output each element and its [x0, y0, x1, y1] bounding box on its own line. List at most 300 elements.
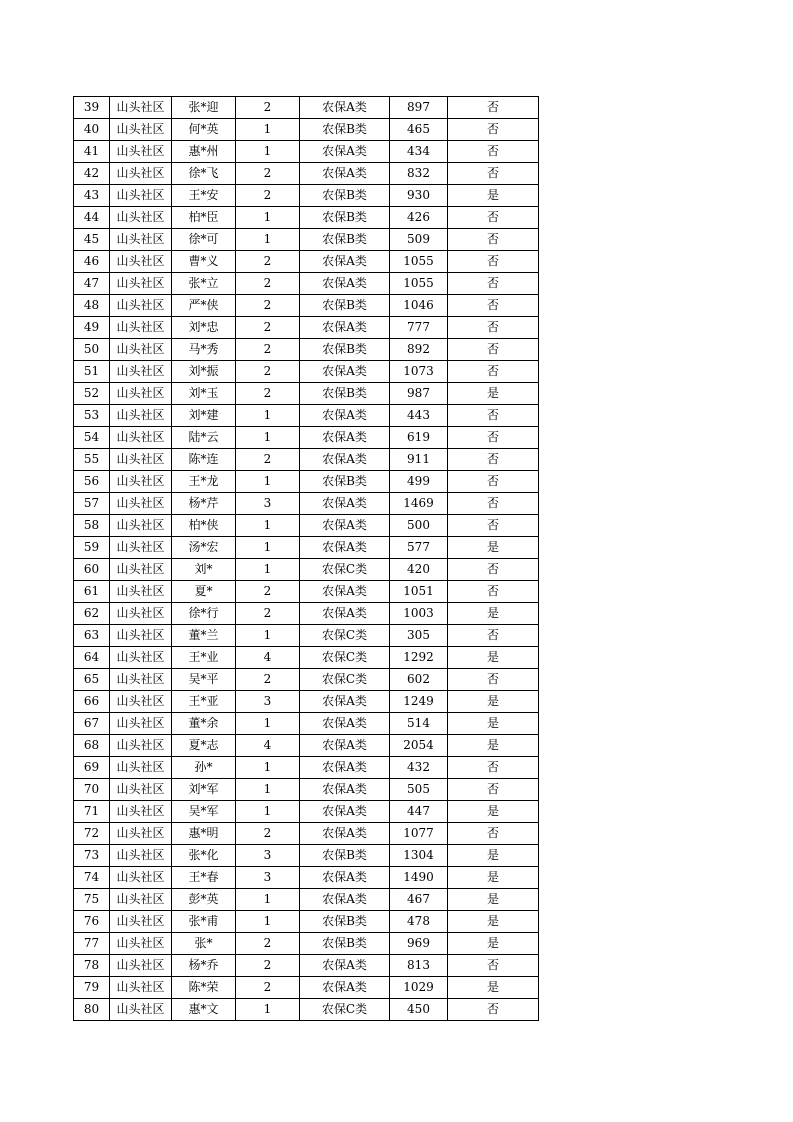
community-cell: 山头社区 [110, 537, 172, 559]
amount-cell: 465 [390, 119, 448, 141]
insurance-type-cell: 农保A类 [300, 273, 390, 295]
community-cell: 山头社区 [110, 845, 172, 867]
count-cell: 1 [236, 229, 300, 251]
community-cell: 山头社区 [110, 361, 172, 383]
community-cell: 山头社区 [110, 427, 172, 449]
count-cell: 3 [236, 845, 300, 867]
table-row [74, 669, 539, 691]
count-cell: 1 [236, 559, 300, 581]
community-cell: 山头社区 [110, 515, 172, 537]
insurance-type-cell: 农保B类 [300, 471, 390, 493]
flag-cell: 是 [448, 537, 539, 559]
insurance-type-cell: 农保B类 [300, 119, 390, 141]
row-number-cell: 76 [74, 911, 110, 933]
amount-cell: 987 [390, 383, 448, 405]
count-cell: 2 [236, 163, 300, 185]
name-cell: 杨*芹 [172, 493, 236, 515]
amount-cell: 1490 [390, 867, 448, 889]
flag-cell: 否 [448, 339, 539, 361]
community-cell: 山头社区 [110, 801, 172, 823]
insurance-type-cell: 农保B类 [300, 185, 390, 207]
insurance-type-cell: 农保A类 [300, 163, 390, 185]
name-cell: 夏*志 [172, 735, 236, 757]
insurance-type-cell: 农保A类 [300, 603, 390, 625]
flag-cell: 是 [448, 867, 539, 889]
community-cell: 山头社区 [110, 119, 172, 141]
insurance-type-cell: 农保A类 [300, 581, 390, 603]
community-cell: 山头社区 [110, 889, 172, 911]
count-cell: 3 [236, 867, 300, 889]
name-cell: 刘*忠 [172, 317, 236, 339]
count-cell: 2 [236, 603, 300, 625]
count-cell: 1 [236, 141, 300, 163]
row-number-cell: 59 [74, 537, 110, 559]
amount-cell: 467 [390, 889, 448, 911]
amount-cell: 505 [390, 779, 448, 801]
row-number-cell: 74 [74, 867, 110, 889]
row-number-cell: 55 [74, 449, 110, 471]
row-number-cell: 63 [74, 625, 110, 647]
name-cell: 董*兰 [172, 625, 236, 647]
amount-cell: 1073 [390, 361, 448, 383]
count-cell: 2 [236, 449, 300, 471]
insurance-type-cell: 农保B类 [300, 933, 390, 955]
row-number-cell: 41 [74, 141, 110, 163]
count-cell: 2 [236, 251, 300, 273]
insurance-type-cell: 农保A类 [300, 867, 390, 889]
row-number-cell: 53 [74, 405, 110, 427]
row-number-cell: 77 [74, 933, 110, 955]
name-cell: 刘* [172, 559, 236, 581]
count-cell: 3 [236, 493, 300, 515]
community-cell: 山头社区 [110, 581, 172, 603]
amount-cell: 892 [390, 339, 448, 361]
flag-cell: 是 [448, 185, 539, 207]
insurance-type-cell: 农保B类 [300, 339, 390, 361]
community-cell: 山头社区 [110, 691, 172, 713]
flag-cell: 否 [448, 779, 539, 801]
table-row [74, 713, 539, 735]
row-number-cell: 62 [74, 603, 110, 625]
flag-cell: 否 [448, 251, 539, 273]
count-cell: 2 [236, 273, 300, 295]
amount-cell: 1292 [390, 647, 448, 669]
community-cell: 山头社区 [110, 163, 172, 185]
flag-cell: 否 [448, 405, 539, 427]
count-cell: 2 [236, 295, 300, 317]
insurance-type-cell: 农保A类 [300, 493, 390, 515]
community-cell: 山头社区 [110, 559, 172, 581]
name-cell: 惠*文 [172, 999, 236, 1021]
row-number-cell: 60 [74, 559, 110, 581]
row-number-cell: 71 [74, 801, 110, 823]
amount-cell: 969 [390, 933, 448, 955]
row-number-cell: 48 [74, 295, 110, 317]
count-cell: 1 [236, 405, 300, 427]
flag-cell: 否 [448, 757, 539, 779]
table-row [74, 449, 539, 471]
amount-cell: 1051 [390, 581, 448, 603]
count-cell: 2 [236, 383, 300, 405]
table-row [74, 889, 539, 911]
name-cell: 陈*荣 [172, 977, 236, 999]
name-cell: 孙* [172, 757, 236, 779]
count-cell: 1 [236, 515, 300, 537]
flag-cell: 否 [448, 493, 539, 515]
table-row [74, 229, 539, 251]
count-cell: 2 [236, 823, 300, 845]
community-cell: 山头社区 [110, 317, 172, 339]
amount-cell: 813 [390, 955, 448, 977]
flag-cell: 否 [448, 823, 539, 845]
row-number-cell: 40 [74, 119, 110, 141]
insurance-type-cell: 农保A类 [300, 691, 390, 713]
flag-cell: 是 [448, 801, 539, 823]
name-cell: 王*安 [172, 185, 236, 207]
community-cell: 山头社区 [110, 251, 172, 273]
insurance-type-cell: 农保A类 [300, 141, 390, 163]
amount-cell: 499 [390, 471, 448, 493]
table-row [74, 757, 539, 779]
amount-cell: 1304 [390, 845, 448, 867]
flag-cell: 是 [448, 845, 539, 867]
insurance-type-cell: 农保A类 [300, 515, 390, 537]
flag-cell: 是 [448, 713, 539, 735]
community-cell: 山头社区 [110, 471, 172, 493]
insurance-type-cell: 农保C类 [300, 625, 390, 647]
insurance-type-cell: 农保B类 [300, 229, 390, 251]
table-row [74, 427, 539, 449]
row-number-cell: 67 [74, 713, 110, 735]
amount-cell: 1077 [390, 823, 448, 845]
amount-cell: 443 [390, 405, 448, 427]
flag-cell: 是 [448, 603, 539, 625]
row-number-cell: 68 [74, 735, 110, 757]
insurance-type-cell: 农保B类 [300, 911, 390, 933]
community-cell: 山头社区 [110, 185, 172, 207]
amount-cell: 1469 [390, 493, 448, 515]
flag-cell: 否 [448, 471, 539, 493]
flag-cell: 否 [448, 207, 539, 229]
row-number-cell: 61 [74, 581, 110, 603]
name-cell: 刘*建 [172, 405, 236, 427]
count-cell: 1 [236, 625, 300, 647]
flag-cell: 否 [448, 317, 539, 339]
table-row [74, 647, 539, 669]
insurance-type-cell: 农保A类 [300, 317, 390, 339]
table-row [74, 273, 539, 295]
row-number-cell: 46 [74, 251, 110, 273]
count-cell: 2 [236, 955, 300, 977]
insurance-type-cell: 农保A类 [300, 449, 390, 471]
count-cell: 2 [236, 669, 300, 691]
count-cell: 1 [236, 207, 300, 229]
table-row [74, 141, 539, 163]
amount-cell: 434 [390, 141, 448, 163]
name-cell: 吴*军 [172, 801, 236, 823]
row-number-cell: 52 [74, 383, 110, 405]
amount-cell: 897 [390, 97, 448, 119]
insurance-type-cell: 农保B类 [300, 207, 390, 229]
count-cell: 1 [236, 757, 300, 779]
amount-cell: 450 [390, 999, 448, 1021]
table-row [74, 537, 539, 559]
insurance-type-cell: 农保A类 [300, 757, 390, 779]
name-cell: 柏*侠 [172, 515, 236, 537]
amount-cell: 2054 [390, 735, 448, 757]
community-cell: 山头社区 [110, 625, 172, 647]
table-row [74, 559, 539, 581]
name-cell: 王*亚 [172, 691, 236, 713]
flag-cell: 是 [448, 911, 539, 933]
insurance-type-cell: 农保C类 [300, 647, 390, 669]
amount-cell: 305 [390, 625, 448, 647]
flag-cell: 否 [448, 295, 539, 317]
insurance-type-cell: 农保A类 [300, 251, 390, 273]
row-number-cell: 44 [74, 207, 110, 229]
name-cell: 徐*可 [172, 229, 236, 251]
name-cell: 陈*连 [172, 449, 236, 471]
name-cell: 徐*飞 [172, 163, 236, 185]
count-cell: 2 [236, 581, 300, 603]
amount-cell: 478 [390, 911, 448, 933]
name-cell: 曹*义 [172, 251, 236, 273]
insurance-type-cell: 农保C类 [300, 669, 390, 691]
community-cell: 山头社区 [110, 999, 172, 1021]
flag-cell: 是 [448, 889, 539, 911]
community-cell: 山头社区 [110, 955, 172, 977]
flag-cell: 否 [448, 97, 539, 119]
row-number-cell: 78 [74, 955, 110, 977]
name-cell: 彭*英 [172, 889, 236, 911]
flag-cell: 否 [448, 273, 539, 295]
table-row [74, 845, 539, 867]
table-row [74, 691, 539, 713]
table-row [74, 361, 539, 383]
insurance-type-cell: 农保B类 [300, 845, 390, 867]
flag-cell: 是 [448, 735, 539, 757]
community-cell: 山头社区 [110, 383, 172, 405]
count-cell: 2 [236, 339, 300, 361]
insurance-type-cell: 农保A类 [300, 801, 390, 823]
insurance-type-cell: 农保A类 [300, 735, 390, 757]
insurance-type-cell: 农保A类 [300, 537, 390, 559]
insurance-type-cell: 农保A类 [300, 713, 390, 735]
community-cell: 山头社区 [110, 449, 172, 471]
amount-cell: 420 [390, 559, 448, 581]
insurance-type-cell: 农保B类 [300, 295, 390, 317]
flag-cell: 否 [448, 515, 539, 537]
flag-cell: 否 [448, 163, 539, 185]
amount-cell: 1003 [390, 603, 448, 625]
amount-cell: 514 [390, 713, 448, 735]
table-row [74, 625, 539, 647]
table-row [74, 317, 539, 339]
row-number-cell: 69 [74, 757, 110, 779]
table-row [74, 163, 539, 185]
community-cell: 山头社区 [110, 207, 172, 229]
table-row [74, 251, 539, 273]
amount-cell: 602 [390, 669, 448, 691]
count-cell: 2 [236, 185, 300, 207]
flag-cell: 否 [448, 119, 539, 141]
row-number-cell: 72 [74, 823, 110, 845]
community-cell: 山头社区 [110, 493, 172, 515]
amount-cell: 1055 [390, 251, 448, 273]
name-cell: 董*余 [172, 713, 236, 735]
community-cell: 山头社区 [110, 757, 172, 779]
name-cell: 柏*臣 [172, 207, 236, 229]
flag-cell: 是 [448, 383, 539, 405]
name-cell: 马*秀 [172, 339, 236, 361]
name-cell: 严*侠 [172, 295, 236, 317]
community-cell: 山头社区 [110, 977, 172, 999]
table-row [74, 801, 539, 823]
community-cell: 山头社区 [110, 141, 172, 163]
amount-cell: 911 [390, 449, 448, 471]
table-row [74, 867, 539, 889]
amount-cell: 1046 [390, 295, 448, 317]
name-cell: 刘*军 [172, 779, 236, 801]
row-number-cell: 43 [74, 185, 110, 207]
amount-cell: 577 [390, 537, 448, 559]
flag-cell: 否 [448, 581, 539, 603]
row-number-cell: 79 [74, 977, 110, 999]
table-row [74, 471, 539, 493]
count-cell: 2 [236, 317, 300, 339]
insurance-type-cell: 农保A类 [300, 361, 390, 383]
row-number-cell: 47 [74, 273, 110, 295]
flag-cell: 否 [448, 141, 539, 163]
table-row [74, 383, 539, 405]
count-cell: 2 [236, 361, 300, 383]
table-row [74, 779, 539, 801]
community-cell: 山头社区 [110, 911, 172, 933]
amount-cell: 777 [390, 317, 448, 339]
table-row [74, 581, 539, 603]
name-cell: 何*英 [172, 119, 236, 141]
amount-cell: 1055 [390, 273, 448, 295]
table-row [74, 97, 539, 119]
amount-cell: 447 [390, 801, 448, 823]
count-cell: 1 [236, 537, 300, 559]
community-cell: 山头社区 [110, 97, 172, 119]
name-cell: 吴*平 [172, 669, 236, 691]
table-row [74, 911, 539, 933]
amount-cell: 509 [390, 229, 448, 251]
insurance-type-cell: 农保A类 [300, 427, 390, 449]
amount-cell: 832 [390, 163, 448, 185]
count-cell: 3 [236, 691, 300, 713]
table-row [74, 933, 539, 955]
community-cell: 山头社区 [110, 669, 172, 691]
community-cell: 山头社区 [110, 229, 172, 251]
table-row [74, 515, 539, 537]
count-cell: 1 [236, 713, 300, 735]
table-row [74, 339, 539, 361]
count-cell: 1 [236, 801, 300, 823]
table-row [74, 955, 539, 977]
table-body [74, 97, 539, 1021]
name-cell: 张*甫 [172, 911, 236, 933]
insurance-type-cell: 农保A类 [300, 955, 390, 977]
name-cell: 王*业 [172, 647, 236, 669]
table-row [74, 735, 539, 757]
row-number-cell: 42 [74, 163, 110, 185]
insurance-type-cell: 农保A类 [300, 405, 390, 427]
community-cell: 山头社区 [110, 405, 172, 427]
count-cell: 1 [236, 779, 300, 801]
insurance-type-cell: 农保C类 [300, 999, 390, 1021]
count-cell: 1 [236, 999, 300, 1021]
community-cell: 山头社区 [110, 295, 172, 317]
amount-cell: 1249 [390, 691, 448, 713]
flag-cell: 否 [448, 955, 539, 977]
row-number-cell: 54 [74, 427, 110, 449]
table-row [74, 999, 539, 1021]
amount-cell: 432 [390, 757, 448, 779]
name-cell: 张* [172, 933, 236, 955]
name-cell: 杨*乔 [172, 955, 236, 977]
name-cell: 惠*明 [172, 823, 236, 845]
row-number-cell: 73 [74, 845, 110, 867]
name-cell: 王*龙 [172, 471, 236, 493]
table-row [74, 603, 539, 625]
table-row [74, 119, 539, 141]
community-cell: 山头社区 [110, 713, 172, 735]
count-cell: 4 [236, 647, 300, 669]
flag-cell: 是 [448, 977, 539, 999]
name-cell: 张*立 [172, 273, 236, 295]
name-cell: 刘*振 [172, 361, 236, 383]
count-cell: 1 [236, 471, 300, 493]
row-number-cell: 57 [74, 493, 110, 515]
row-number-cell: 56 [74, 471, 110, 493]
row-number-cell: 70 [74, 779, 110, 801]
count-cell: 2 [236, 977, 300, 999]
flag-cell: 是 [448, 647, 539, 669]
amount-cell: 930 [390, 185, 448, 207]
row-number-cell: 51 [74, 361, 110, 383]
flag-cell: 否 [448, 229, 539, 251]
community-cell: 山头社区 [110, 867, 172, 889]
name-cell: 徐*行 [172, 603, 236, 625]
table-row [74, 405, 539, 427]
insurance-type-cell: 农保B类 [300, 383, 390, 405]
row-number-cell: 80 [74, 999, 110, 1021]
count-cell: 1 [236, 911, 300, 933]
table-row [74, 207, 539, 229]
count-cell: 1 [236, 889, 300, 911]
count-cell: 2 [236, 933, 300, 955]
name-cell: 陆*云 [172, 427, 236, 449]
count-cell: 2 [236, 97, 300, 119]
row-number-cell: 39 [74, 97, 110, 119]
row-number-cell: 65 [74, 669, 110, 691]
table-row [74, 493, 539, 515]
row-number-cell: 64 [74, 647, 110, 669]
name-cell: 王*春 [172, 867, 236, 889]
flag-cell: 否 [448, 999, 539, 1021]
community-cell: 山头社区 [110, 933, 172, 955]
table-row [74, 295, 539, 317]
table-row [74, 977, 539, 999]
insurance-type-cell: 农保A类 [300, 823, 390, 845]
flag-cell: 是 [448, 933, 539, 955]
amount-cell: 426 [390, 207, 448, 229]
flag-cell: 否 [448, 559, 539, 581]
insurance-type-cell: 农保A类 [300, 779, 390, 801]
